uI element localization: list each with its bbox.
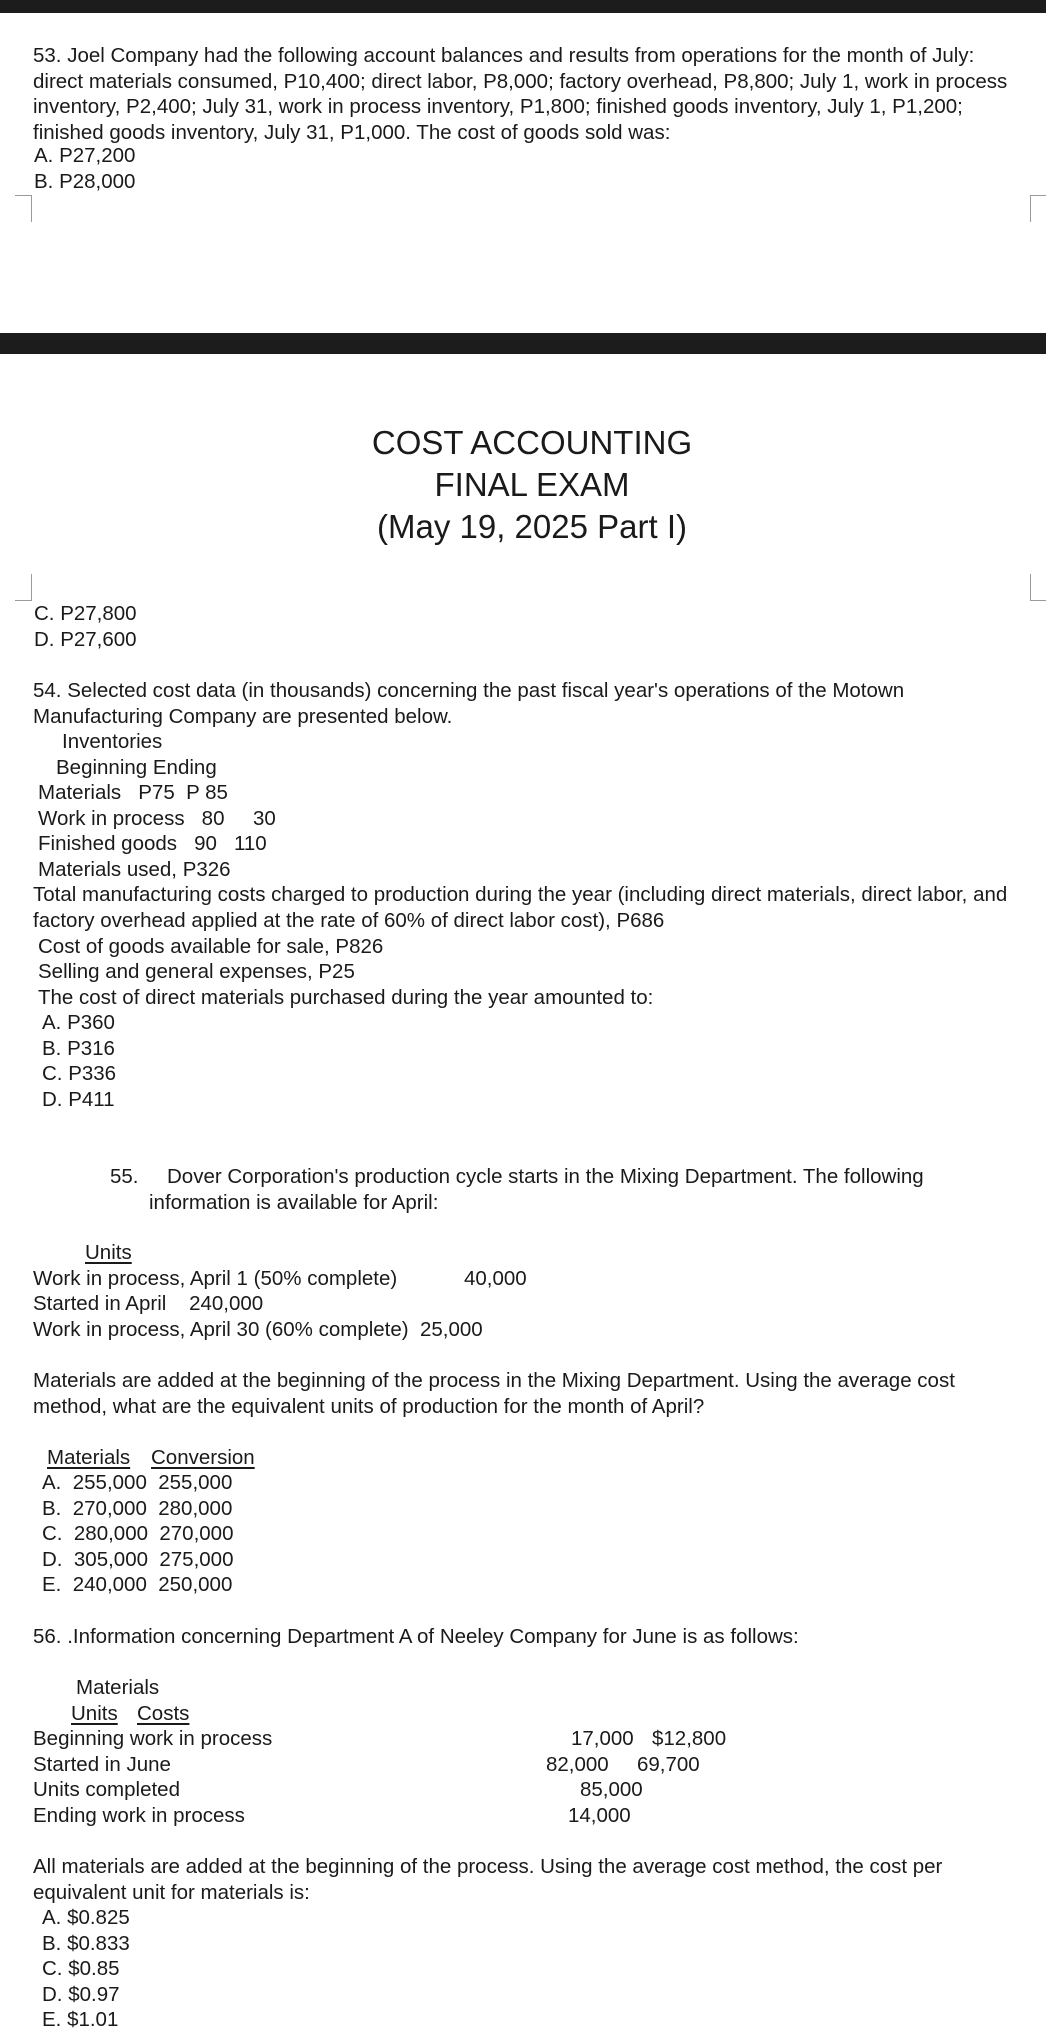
q55-col-conversion: Conversion — [151, 1446, 255, 1469]
exam-title-line-1: COST ACCOUNTING — [371, 424, 693, 461]
q56-row-units: 85,000 — [580, 1778, 643, 1801]
q55-option-e: E. 240,000 250,000 — [42, 1573, 233, 1596]
q54-question: The cost of direct materials purchased during the year amounted to: — [38, 986, 654, 1009]
q56-row-cost: 69,700 — [637, 1753, 700, 1776]
q54-selling-expenses: Selling and general expenses, P25 — [38, 960, 355, 983]
q55-number: 55. — [110, 1165, 139, 1188]
q56-row-label: Started in June — [33, 1753, 171, 1776]
q56-units-header: Units — [71, 1702, 118, 1725]
q56-row-label: Ending work in process — [33, 1804, 245, 1827]
q55-question: Materials are added at the beginning of the process in the Mixing Department. Using the average cost method, what are the equivalent units of production for the month of April? — [33, 1369, 955, 1418]
q56-question: All materials are added at the beginning of the process. Using the average cost method, the cost per equivalent unit for materials is: — [33, 1855, 943, 1904]
q55-option-c: C. 280,000 270,000 — [42, 1522, 234, 1545]
q55-started-line: Started in April 240,000 — [33, 1292, 264, 1315]
q56-option-c: C. $0.85 — [42, 1957, 120, 1980]
q54-option-a: A. P360 — [42, 1011, 115, 1034]
page-corner-mark — [15, 574, 32, 601]
exam-title-line-2: FINAL EXAM — [434, 466, 630, 503]
exam-title-line-3: (May 19, 2025 Part I) — [377, 508, 687, 545]
q54-option-c: C. P336 — [42, 1062, 117, 1085]
q54-option-d: D. P411 — [42, 1088, 115, 1111]
q55-option-b: B. 270,000 280,000 — [42, 1497, 233, 1520]
q55-col-materials: Materials — [47, 1446, 131, 1469]
q56-row-units: 17,000 — [571, 1727, 634, 1750]
q56-row-cost: $12,800 — [652, 1727, 727, 1750]
page-corner-mark — [15, 195, 32, 222]
q54-inventories-label: Inventories — [62, 730, 163, 753]
q55-option-a: A. 255,000 255,000 — [42, 1471, 233, 1494]
q54-total-mfg-costs: Total manufacturing costs charged to production during the year (including direct materials, direct labor, and factory overhead applied at the rate of 60% of direct labor cost), P686 — [33, 883, 1008, 932]
q53-stem: 53. Joel Company had the following account balances and results from operations for the month of July: direct materials consumed, P10,400; direct labor, P8,000; factory overhead, P8,800; July 1, work in process inventory, P2,400; July 31, work in process inventory, P1,800; finished goods inventory, July 1, P1,200; finished goods inventory, July 31, P1,000. The cost of goods sold was: — [33, 44, 1008, 144]
q56-row-units: 14,000 — [568, 1804, 631, 1827]
q56-row-units: 82,000 — [546, 1753, 609, 1776]
q53-option-c: C. P27,800 — [34, 602, 137, 625]
q55-units-header: Units — [85, 1241, 132, 1264]
q53-option-a: A. P27,200 — [34, 144, 136, 167]
q56-row-label: Beginning work in process — [33, 1727, 273, 1750]
q56-option-a: A. $0.825 — [42, 1906, 130, 1929]
page-corner-mark — [1030, 195, 1046, 222]
middle-dark-bar — [0, 333, 1046, 354]
q54-stem: 54. Selected cost data (in thousands) concerning the past fiscal year's operations of the Motown Manufacturing Company are presented below. — [33, 679, 905, 728]
q56-option-d: D. $0.97 — [42, 1983, 120, 2006]
q55-wip-begin-label: Work in process, April 1 (50% complete) — [33, 1267, 398, 1290]
q54-option-b: B. P316 — [42, 1037, 115, 1060]
q54-row-materials-used: Materials used, P326 — [38, 858, 231, 881]
q56-row-label: Units completed — [33, 1778, 180, 1801]
q55-wip-begin-value: 40,000 — [464, 1267, 527, 1290]
q56-materials-label: Materials — [76, 1676, 160, 1699]
q54-cogas: Cost of goods available for sale, P826 — [38, 935, 384, 958]
q53-option-b: B. P28,000 — [34, 170, 136, 193]
q56-option-b: B. $0.833 — [42, 1932, 130, 1955]
q55-stem: Dover Corporation's production cycle starts in the Mixing Department. The following information is available for April: — [149, 1165, 924, 1214]
q54-row-finished-goods: Finished goods 90 110 — [38, 832, 267, 855]
q56-costs-header: Costs — [137, 1702, 190, 1725]
q56-option-e: E. $1.01 — [42, 2008, 119, 2031]
q54-row-materials: Materials P75 P 85 — [38, 781, 228, 804]
q54-row-wip: Work in process 80 30 — [38, 807, 276, 830]
q53-option-d: D. P27,600 — [34, 628, 137, 651]
q54-columns-label: Beginning Ending — [56, 756, 217, 779]
top-dark-bar — [0, 0, 1046, 13]
page-corner-mark — [1030, 574, 1046, 601]
q55-wip-end-line: Work in process, April 30 (60% complete) 25,000 — [33, 1318, 483, 1341]
q55-option-d: D. 305,000 275,000 — [42, 1548, 234, 1571]
q56-stem: 56. .Information concerning Department A of Neeley Company for June is as follows: — [33, 1625, 799, 1648]
